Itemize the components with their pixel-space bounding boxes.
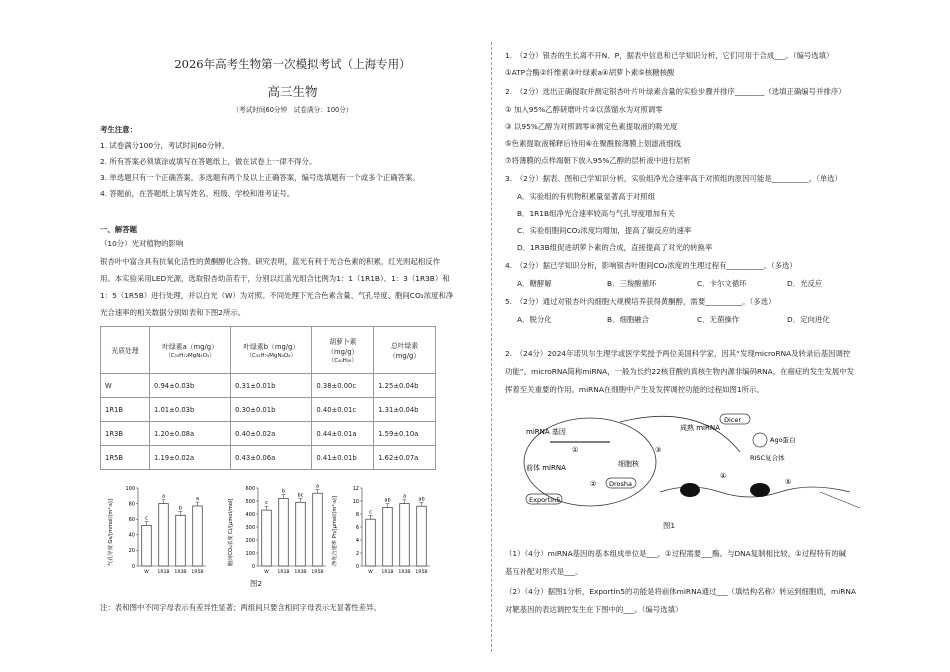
- figure2-caption: 图2: [250, 579, 263, 588]
- bar: [313, 493, 323, 566]
- category-label: 1R5B: [415, 570, 428, 575]
- sub-question-2-cont: 对靶基因的表达调控发生在下图中的___。（编号选填）: [505, 605, 683, 614]
- y-tick-label: 0: [355, 563, 359, 570]
- category-label: 1R1B: [157, 570, 170, 575]
- y-tick-label: 8: [355, 511, 359, 518]
- table-cell: 0.41±0.01b: [312, 446, 374, 470]
- paragraph-line: 功能”。microRNA简称miRNA，一般为长约22核苷酸的真核生物内源非编码RNA，在癌症的发生发展中发: [505, 367, 855, 376]
- label-n1: ①: [572, 446, 579, 454]
- option: C．无菌操作: [697, 315, 740, 324]
- table-cell: 0.94±0.03b: [150, 374, 231, 398]
- category-label: 1R1B: [381, 570, 394, 575]
- significance-letter: a: [315, 483, 320, 490]
- option-line: D．1R3B组促进胡萝卜素的合成，直接提高了对光的转换率: [517, 243, 713, 252]
- label-pre: 前体 miRNA: [526, 464, 566, 472]
- label-dicer: Dicer: [724, 416, 742, 424]
- exam-title: 2026年高考生物第一次模拟考试（上海专用）: [174, 57, 411, 71]
- category-label: 1R5B: [191, 570, 204, 575]
- bar: [262, 510, 272, 566]
- label-n2: ②: [590, 480, 597, 488]
- significance-letter: a: [402, 493, 407, 500]
- question-1: 1. （2分）银杏的生长离不开N、P，据表中信息和已学知识分析，它们可用于合成___。（编号选填）: [505, 51, 834, 60]
- peptide-line: [820, 492, 860, 508]
- option: B．细胞融合: [607, 315, 650, 324]
- table-header: 总叶绿素 （mg/g）: [374, 327, 436, 374]
- bar: [142, 525, 152, 566]
- table-cell: 1.31±0.04b: [374, 398, 436, 422]
- table-cell: 0.31±0.01b: [231, 374, 312, 398]
- note-item: 4. 答题前，在答题纸上填写姓名、班级、学校和准考证号。: [100, 189, 295, 198]
- option-line: ⑦将薄膜的点样端朝下放入95%乙醇的层析液中进行层析: [505, 156, 691, 165]
- note-item: 2. 所有答案必须填涂或填写在答题纸上，做在试卷上一律不得分。: [100, 157, 317, 166]
- bar: [296, 502, 306, 566]
- category-label: 1R5B: [311, 570, 324, 575]
- notes-heading: 考生注意：: [100, 125, 137, 134]
- paragraph-line: 用。本实验采用LED光源，选取银杏幼苗若干，分别以红蓝光组合比例为1：1（1R1B）、1：3（1R3B）和: [100, 274, 450, 283]
- paragraph-line: 银杏叶中富含具有抗氧化活性的黄酮醇化合物。研究表明，蓝光有利于光合色素的积累，红光则起相反作: [100, 257, 440, 266]
- paragraph-line: 2. （24分）2024年诺贝尔生理学或医学奖授予两位美国科学家，因其“发现microRNA及转录后基因调控: [505, 349, 851, 358]
- significance-letter: a: [161, 493, 166, 500]
- figure1-caption: 图1: [663, 521, 676, 530]
- label-exportin: Exportin5: [529, 496, 561, 504]
- significance-letter: c: [265, 500, 268, 507]
- y-tick-label: 80: [128, 501, 135, 508]
- significance-letter: b: [178, 505, 183, 512]
- option-line: ① 加入95%乙醇研磨叶片②以蒸馏水为对照调零: [505, 105, 663, 114]
- table-cell: 1R5B: [101, 446, 150, 470]
- option: A．脱分化: [517, 315, 552, 324]
- chart-ylabel: 气孔导度 Gs/[mmol/(m²·s)]: [108, 499, 114, 566]
- question-1-options: ①ATP合酶②纤维素③叶绿素a④胡萝卜素⑤核糖核酸: [505, 68, 675, 77]
- note-item: 3. 单选题只有一个正确答案，多选题有两个及以上正确答案，编号选填题有一个或多个正确答案。: [100, 173, 420, 182]
- table-cell: 1R1B: [101, 398, 150, 422]
- right-column: [505, 0, 895, 672]
- table-cell: 1R3B: [101, 422, 150, 446]
- table-cell: W: [101, 374, 150, 398]
- bar: [193, 506, 203, 566]
- y-tick-label: 100: [125, 485, 135, 492]
- significance-letter: a: [195, 496, 200, 503]
- table-header-row: [101, 327, 436, 374]
- bar: [383, 508, 393, 567]
- exam-meta: （考试时间60分钟 试卷满分：100分）: [232, 106, 353, 114]
- y-tick-label: 40: [128, 532, 135, 539]
- label-nucleus: 细胞核: [618, 460, 639, 468]
- question-4: 4. （2分）据已学知识分析，影响银杏叶胞间CO₂浓度的生理过程有__________。（多选）: [505, 261, 797, 270]
- table-cell: 1.20±0.08a: [150, 422, 231, 446]
- table-row: [101, 446, 436, 470]
- figure1-diagram: [520, 412, 890, 512]
- bar: [400, 504, 410, 566]
- question-intro: （10分）光对植物的影响: [100, 239, 184, 248]
- chart-ylabel: 净光合速率 Pn/[μmol/(m²·s)]: [332, 496, 338, 566]
- y-tick-label: 10: [352, 498, 359, 505]
- significance-letter: ab: [418, 496, 425, 503]
- table-cell: 0.40±0.02a: [231, 422, 312, 446]
- label-drosha: Drosha: [609, 480, 633, 488]
- bar: [366, 519, 376, 566]
- option-line: C．实验组胞间CO₂浓度均增加，提高了碳反应的速率: [517, 226, 692, 235]
- category-label: 1R3B: [174, 570, 187, 575]
- table-cell: 0.44±0.01a: [312, 422, 374, 446]
- paragraph-line: 挥着至关重要的作用。miRNA在细胞中产生及发挥调控功能的过程如图1所示。: [505, 385, 764, 394]
- option: C．卡尔文循环: [697, 279, 747, 288]
- option-line: ⑤色素提取液稀释后待用⑥在聚酰胺薄膜上划滤液细线: [505, 139, 681, 148]
- option: A．糖酵解: [517, 279, 552, 288]
- table-row: [101, 398, 436, 422]
- y-tick-label: 2: [355, 550, 359, 557]
- figure2-charts: [100, 480, 445, 590]
- table-cell: 0.38±0.00c: [312, 374, 374, 398]
- table-cell: 1.01±0.03b: [150, 398, 231, 422]
- sub-question-1: （1）（4分）miRNA基因的基本组成单位是___，①过程需要___酶。与DNA复制相比较，①过程特有的碱: [505, 549, 847, 558]
- column-divider: [491, 42, 492, 652]
- option: D．定向进化: [787, 315, 830, 324]
- left-column: [100, 0, 485, 672]
- question-5: 5. （2分）通过对银杏叶肉细胞大规模培养获得黄酮醇，需要__________。（多选）: [505, 297, 776, 306]
- option: D．光反应: [787, 279, 823, 288]
- ribosome-shape: [750, 483, 770, 497]
- bar: [159, 504, 169, 566]
- significance-letter: c: [369, 509, 372, 516]
- table-cell: 1.19±0.02a: [150, 446, 231, 470]
- table-header: 叶绿素a（mg/g） （C₅₅H₇₂MgN₄O₅）: [150, 327, 231, 374]
- y-tick-label: 20: [128, 548, 135, 555]
- y-tick-label: 6: [355, 524, 359, 531]
- label-risc: RISC复合体: [750, 454, 785, 462]
- y-tick-label: 300: [245, 524, 255, 531]
- ago-shape: [753, 433, 767, 447]
- bar: [417, 506, 427, 566]
- table-cell: 1.59±0.10a: [374, 422, 436, 446]
- significance-letter: b: [281, 488, 286, 495]
- exam-subject: 高三生物: [267, 84, 318, 99]
- sub-question-1-cont: 基互补配对形式是___。: [505, 567, 583, 576]
- y-tick-label: 500: [245, 498, 255, 505]
- y-tick-label: 12: [352, 485, 359, 492]
- option-line: B．1R1B组净光合速率较高与气孔导度增加有关: [517, 209, 675, 218]
- table-header: 叶绿素b（mg/g） （C₅₅H₇₀MgN₄O₆）: [231, 327, 312, 374]
- table-header: 光质处理: [101, 327, 150, 374]
- significance-letter: c: [145, 515, 148, 522]
- category-label: 1R3B: [398, 570, 411, 575]
- category-label: W: [368, 570, 373, 575]
- y-tick-label: 100: [245, 550, 255, 557]
- bar: [176, 515, 186, 566]
- label-mature: 成熟 miRNA: [680, 424, 720, 432]
- table-cell: 0.40±0.01c: [312, 398, 374, 422]
- category-label: W: [144, 570, 149, 575]
- significance-letter: ab: [384, 497, 391, 504]
- question-2: 2. （2分）选出正确提取并测定银杏叶片叶绿素含量的实验步骤并排序________（选填正确编号并排序）: [505, 87, 846, 96]
- pigment-table: [100, 326, 436, 470]
- table-row: [101, 374, 436, 398]
- note-item: 1. 试卷满分100分，考试时间60分钟。: [100, 141, 229, 150]
- y-tick-label: 600: [245, 485, 255, 492]
- option-line: ③ 以95%乙醇为对照调零④测定色素提取液的吸光度: [505, 122, 678, 131]
- table-cell: 0.43±0.06a: [231, 446, 312, 470]
- question-3: 3. （2分）据表、图和已学知识分析，实验组净光合速率高于对照组的原因可能是__________。（单选）: [505, 174, 842, 183]
- y-tick-label: 0: [131, 563, 135, 570]
- table-cell: 0.30±0.01b: [231, 398, 312, 422]
- footnote: 注：表和图中不同字母表示有差异性显著；两组间只要含相同字母表示无显著性差异。: [100, 603, 381, 612]
- table-cell: 1.25±0.04b: [374, 374, 436, 398]
- sub-question-2: （2）（4分）据图1分析，Exportin5的功能是将前体miRNA通过___（填结构名称）转运到细胞质，miRNA: [505, 587, 856, 596]
- y-tick-label: 4: [355, 537, 359, 544]
- y-tick-label: 0: [251, 563, 255, 570]
- table-row: [101, 422, 436, 446]
- label-n3: ③: [655, 446, 662, 454]
- table-header: 胡萝卜素 （mg/g） （C₄₀H₅₆）: [312, 327, 374, 374]
- label-ago: Ago蛋白: [770, 436, 796, 444]
- table-cell: 1.62±0.07a: [374, 446, 436, 470]
- paragraph-line: 1：5（1R5B）进行处理，并以白光（W）为对照。不同处理下光合色素含量、气孔导度、胞间CO₂浓度和净: [100, 291, 454, 300]
- category-label: 1R1B: [277, 570, 290, 575]
- bar: [279, 498, 289, 566]
- label-n5: ⑤: [785, 478, 792, 486]
- category-label: 1R3B: [294, 570, 307, 575]
- chart-ylabel: 胞间CO₂浓度 Ci/[μmol/mol]: [228, 498, 234, 566]
- y-tick-label: 200: [245, 537, 255, 544]
- cytoplasm-arrow: [620, 416, 740, 452]
- y-tick-label: 400: [245, 511, 255, 518]
- ribosome-shape: [680, 483, 700, 497]
- category-label: W: [264, 570, 269, 575]
- significance-letter: bc: [297, 492, 304, 499]
- option: B．三羧酸循环: [607, 279, 657, 288]
- label-n4: ④: [720, 472, 727, 480]
- option-line: A．实验组的有机物积累量显著高于对照组: [517, 192, 656, 201]
- section-heading: 一、解答题: [100, 225, 137, 234]
- y-tick-label: 60: [128, 517, 135, 523]
- paragraph-line: 光合速率的相关数据分别如表和下图2所示。: [100, 308, 246, 317]
- label-gene: miRNA 基因: [526, 428, 566, 436]
